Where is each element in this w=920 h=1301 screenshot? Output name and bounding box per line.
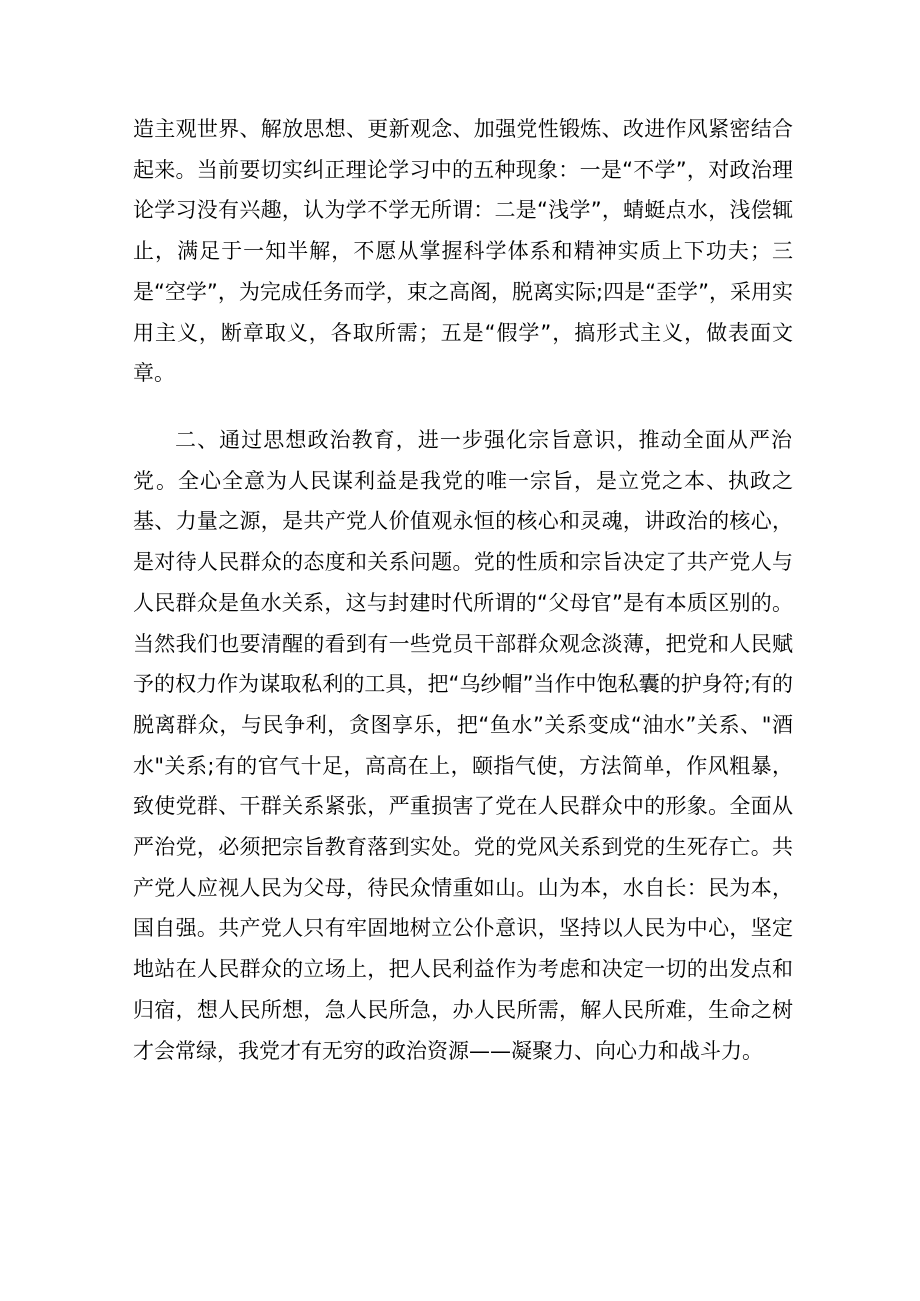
section-heading: 二、通过思想政治教育，进一步强化宗旨意识，推动全面从严治党 bbox=[133, 428, 793, 493]
paragraph-purpose-awareness bbox=[133, 420, 793, 1071]
section-body: 。全心全意为人民谋利益是我党的唯一宗旨，是立党之本、执政之基、力量之源，是共产党人价值观永恒的核心和灵魂，讲政治的核心，是对待人民群众的态度和关系问题。党的性质和宗旨决定了共产党人与人民群众是鱼水关系，这与封建时代所谓的“父母官”是有本质区别的。当然我们也要清醒的看到有一些党员干部群众观念淡薄，把党和人民赋予的权力作为谋取私利的工具，把“乌纱帽”当作中饱私囊的护身符;有的脱离群众，与民争利，贪图享乐，把“鱼水”关系变成“油水”关系、"酒水"关系;有的官气十足，高高在上，颐指气使，方法简单，作风粗暴，致使党群、干群关系紧张，严重损害了党在人民群众中的形象。全面从严治党，必须把宗旨教育落到实处。党的党风关系到党的生死存亡。共产党人应视人民为父母，待民众情重如山。山为本，水自长：民为本，国自强。共产党人只有牢固地树立公仆意识，坚持以人民为中心，坚定地站在人民群众的立场上，把人民利益作为考虑和决定一切的出发点和归宿，想人民所想，急人民所急，办人民所需，解人民所难，生命之树才会常绿，我党才有无穷的政治资源——凝聚力、向心力和战斗力。 bbox=[133, 468, 793, 1063]
paragraph-theory-study: 造主观世界、解放思想、更新观念、加强党性锻炼、改进作风紧密结合起来。当前要切实纠正理论学习中的五种现象：一是“不学”，对政治理论学习没有兴趣，认为学不学无所谓：二是“浅学”，蜻蜓点水，浅偿辄止，满足于一知半解，不愿从掌握科学体系和精神实质上下功夫；三是“空学”，为完成任务而学，束之高阁，脱离实际;四是“歪学”，采用实用主义，断章取义，各取所需；五是“假学”，搞形式主义，做表面文章。 bbox=[133, 117, 793, 386]
